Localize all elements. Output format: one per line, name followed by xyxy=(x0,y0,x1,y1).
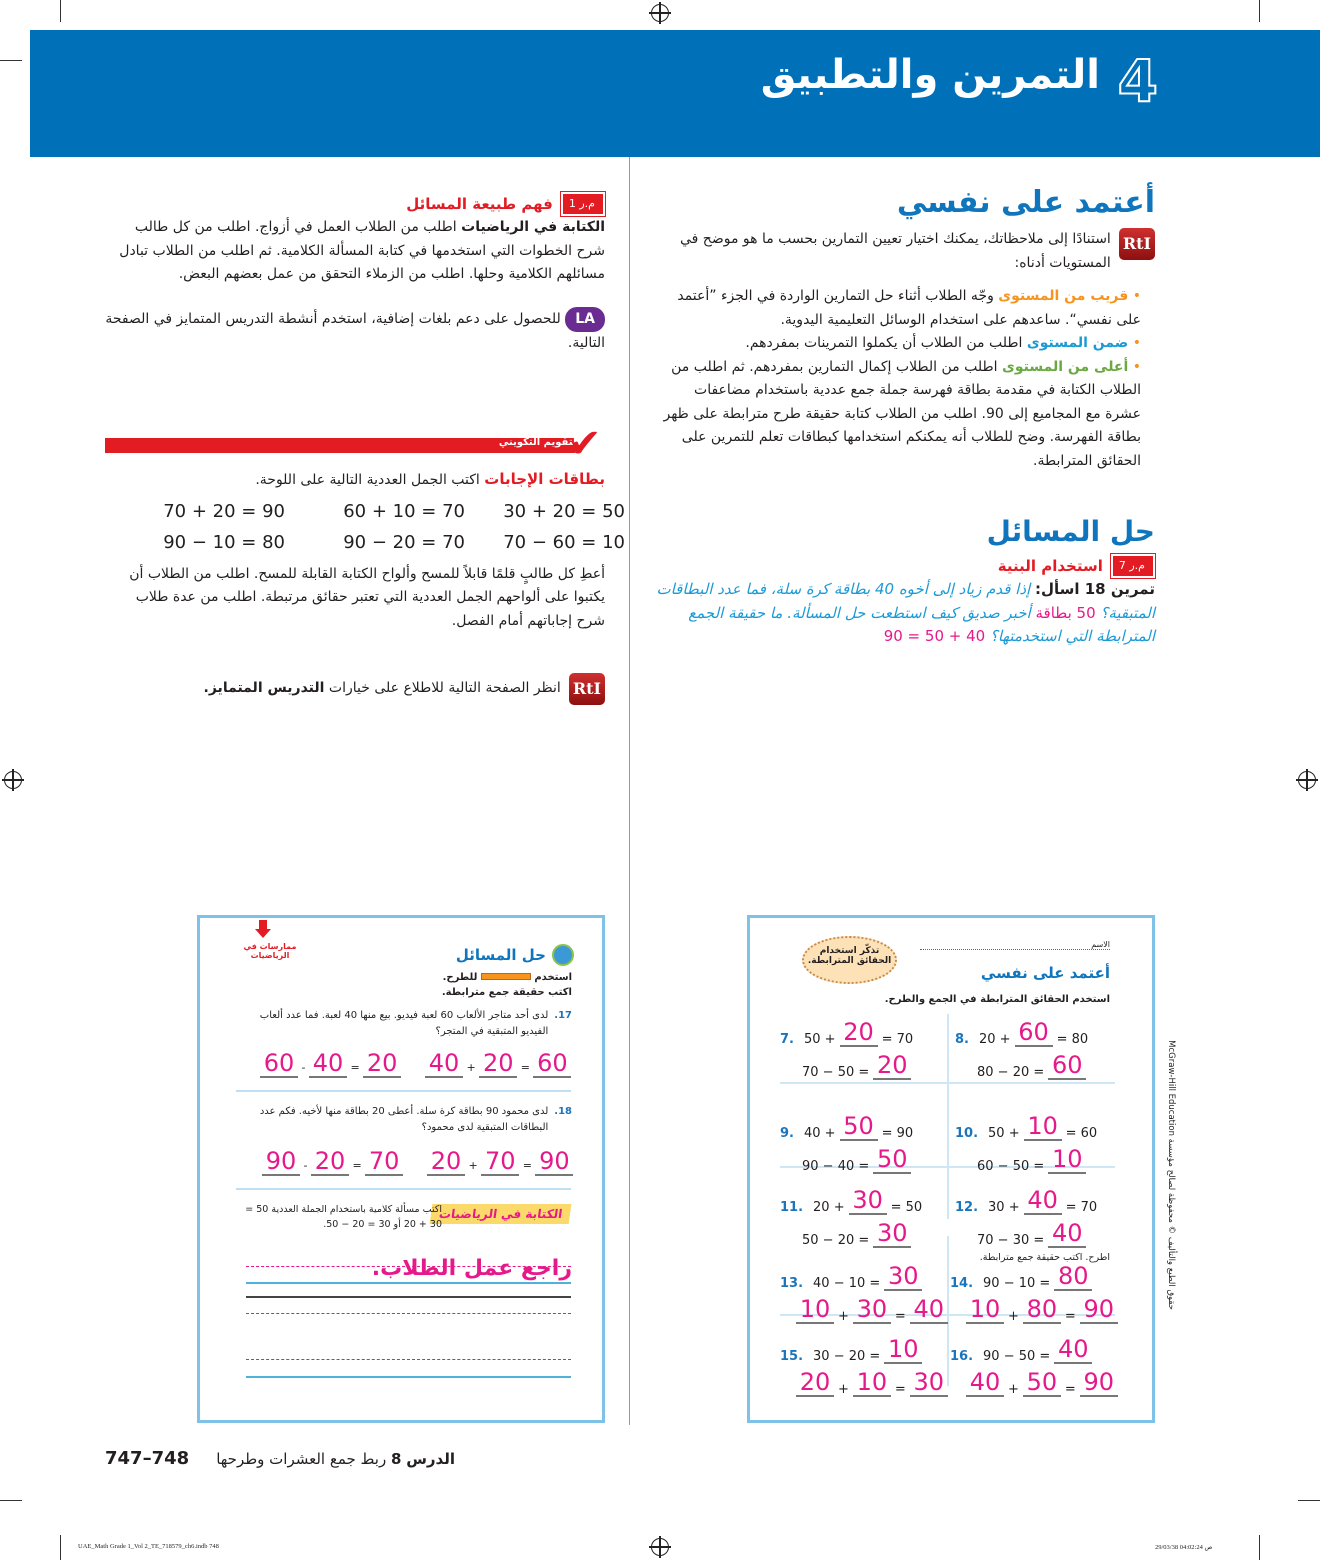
registration-mark-icon xyxy=(651,1538,669,1556)
operator: + xyxy=(1008,1382,1019,1397)
exercise-9 xyxy=(780,1108,913,1174)
answer-fact: 90 = 50 + 40 xyxy=(883,627,986,645)
answer-blank: 10 xyxy=(884,1336,922,1364)
wb-title-row xyxy=(456,944,574,966)
answer-blank: 60 xyxy=(533,1050,571,1078)
writing-line xyxy=(246,1282,571,1284)
practices-label: ممارسات في الرياضيات xyxy=(243,942,297,960)
answer-blank: 20 xyxy=(479,1050,517,1078)
page-numbers: 747–748 xyxy=(105,1448,190,1469)
equation-part: 30 + xyxy=(988,1200,1020,1215)
tens-rod-icon xyxy=(481,973,531,980)
bullet-approaching: • قريب من المستوى وجّه الطلاب أثناء حل التمارين الواردة في الجزء ”أعتمد على نفسي“. ساعدهم على استخدام الوسائل التعليمية اليدوية. xyxy=(677,288,1141,328)
bullet-text: اطلب من الطلاب إكمال التمارين بمفردهم. ثم اطلب من الطلاب الكتابة في مقدمة بطاقة فهرسة جملة جمع عددية باستخدام مضاعفات عشرة مع المجاميع إلى 90. اطلب من الطلاب كتابة حقيقة طرح مترابطة على ظهر بطاقة الفهرسة. وضح للطلاب أنه يمكنكم استخدامها كبطاقات تعلم للتمرين على الحقائق المترابطة. xyxy=(663,358,1141,469)
equation: 30 + 20 = 50 xyxy=(503,500,625,522)
answer-blank: 30 xyxy=(873,1220,911,1248)
answer-sub-17: 60 - 40 = 20 xyxy=(260,1050,401,1078)
equation-part: 50 − 20 = xyxy=(802,1233,870,1248)
equation-grid xyxy=(105,500,625,553)
equation-part: 90 − 10 = xyxy=(983,1276,1051,1291)
section-title: حل المسائل xyxy=(986,515,1155,548)
answer-blank: 40 xyxy=(309,1050,347,1078)
name-label: الاسم xyxy=(920,940,1110,950)
answer-blank: 40 xyxy=(1024,1187,1062,1215)
problem-text: لدى أحد متاجر الألعاب 60 لعبة فيديو. بيع منها 40 لعبة. فما عدد ألعاب الفيديو المتبقية في المتجر؟ xyxy=(259,1010,549,1037)
answer-blank: 30 xyxy=(849,1187,887,1215)
answer-blank: 20 xyxy=(427,1148,465,1176)
equation: 70 + 20 = 90 xyxy=(163,500,285,522)
equation: 90 − 10 = 80 xyxy=(163,531,285,553)
equation-part: = 90 xyxy=(881,1126,914,1141)
rti-icon: RtI xyxy=(1119,228,1155,260)
answer-blank: 80 xyxy=(1054,1263,1092,1291)
operator: + xyxy=(838,1309,849,1324)
copyright-text: حقوق الطبع والتأليف © محفوظة لصالح مؤسسة McGraw-Hill Education xyxy=(1166,1040,1176,1310)
problem-text: لدى محمود 90 بطاقة كرة سلة. أعطى 20 بطاقة منها لأخيه. فكم عدد البطاقات المتبقية لدى محمود؟ xyxy=(259,1106,549,1133)
equation-part: 90 − 40 = xyxy=(802,1159,870,1174)
answer-blank: 10 xyxy=(966,1296,1004,1324)
answer-blank: 10 xyxy=(853,1369,891,1397)
answer-blank: 90 xyxy=(262,1148,300,1176)
writing-prompt: اكتب مسألة كلامية باستخدام الجملة العددية 50 = 30 + 20 أو 30 = 20 − 50. xyxy=(245,1204,442,1230)
math-practice-section xyxy=(105,192,605,356)
copyright-vertical xyxy=(1160,1010,1180,1310)
rti-note xyxy=(105,673,605,705)
body-text: اكتب الجمل العددية التالية على اللوحة. xyxy=(255,472,480,488)
writing-in-math-badge: الكتابة في الرياضيات xyxy=(429,1204,571,1224)
answer-blank: 80 xyxy=(1023,1296,1061,1324)
formative-paragraph: أعطِ كل طالبٍ قلمًا قابلاً للمسح وألواح الكتابة القابلة للمسح. اطلب من الطلاب أن يكتبوا على ألواحهم الجمل العددية التي تعتبر حقائق مرتبطة. اطلب من عدة طلاب شرح إجاباتهم أمام الفصل. xyxy=(129,565,605,629)
problem-solving-section xyxy=(655,515,1155,649)
registration-mark-icon xyxy=(651,4,669,22)
writing-line-dashed xyxy=(246,1359,571,1360)
crop-mark xyxy=(60,0,61,22)
answer-blank: 20 xyxy=(840,1019,878,1047)
math-practice-badge: م.ر 7 xyxy=(1111,554,1155,578)
practice-title: استخدام البنية xyxy=(997,557,1103,575)
exercise-16 xyxy=(950,1331,1118,1397)
equation-part: = 80 xyxy=(1056,1032,1089,1047)
exercise-8 xyxy=(955,1014,1088,1080)
operator: = xyxy=(1064,1382,1076,1397)
equation-part: = 50 xyxy=(890,1200,923,1215)
answer-blank: 50 xyxy=(1023,1369,1061,1397)
problem-17 xyxy=(242,1008,572,1040)
wb-instructions xyxy=(442,970,572,1000)
bullet-text: اطلب من الطلاب أن يكملوا التمرينات بمفردهم. xyxy=(745,335,1023,351)
exercise-number: 16. xyxy=(950,1349,974,1364)
answer-add-18: 20 + 70 = 90 xyxy=(427,1148,573,1176)
writing-line xyxy=(246,1376,571,1378)
practice-title: فهم طبيعة المسائل xyxy=(406,195,553,213)
lesson-label: الدرس xyxy=(406,1450,455,1468)
instr-text: استخدم xyxy=(534,972,572,983)
equation-part: = 60 xyxy=(1065,1126,1098,1141)
exercise-14 xyxy=(950,1258,1118,1324)
equation-part: 50 + xyxy=(803,1032,836,1047)
crop-mark xyxy=(0,1500,22,1501)
answer-blank: 40 xyxy=(1054,1336,1092,1364)
problem-number: 18. xyxy=(554,1106,572,1117)
crop-mark xyxy=(1298,1500,1320,1501)
bold-label: الكتابة في الرياضيات xyxy=(461,219,605,235)
operator: + xyxy=(1008,1309,1019,1324)
body-text: انظر الصفحة التالية للاطلاع على خيارات xyxy=(328,680,561,697)
exercise-number: 14. xyxy=(950,1276,974,1291)
equation-part: 20 + xyxy=(978,1032,1011,1047)
problem-18 xyxy=(242,1104,572,1136)
bullet-text: وجّه الطلاب أثناء حل التمارين الواردة في الجزء ”أعتمد على نفسي“. ساعدهم على استخدام الوسائل التعليمية اليدوية. xyxy=(677,288,1141,328)
bullet-beyond: • أعلى من المستوى اطلب من الطلاب إكمال التمارين بمفردهم. ثم اطلب من الطلاب الكتابة في مقدمة بطاقة فهرسة جملة جمع عددية باستخدام مضاعفات عشرة مع المجاميع إلى 90. اطلب من الطلاب كتابة حقيقة طرح مترابطة على ظهر بطاقة الفهرسة. وضح للطلاب أنه يمكنكم استخدامها كبطاقات تعلم للتمرين على الحقائق المترابطة. xyxy=(663,358,1141,469)
answer-blank: 30 xyxy=(853,1296,891,1324)
instr-text: اكتب حقيقة جمع مترابطة. xyxy=(441,987,572,998)
self-reliance-section xyxy=(655,185,1155,473)
body-text: اطلب من الطلاب العمل في أزواج. اطلب من كل طالب شرح الخطوات التي استخدمها في كتابة المسألة الكلامية. ثم اطلب من الطلاب تبادل مسائلهم الكلامية وحلها. اطلب من الزملاء التحقق من عمل بعضهم البعض. xyxy=(119,219,605,282)
writing-answer: راجع عمل الطلاب. xyxy=(371,1256,572,1281)
follow-up-text: أخبر صديق كيف استطعت حل المسألة. ما حقيقة الجمع المترابطة التي استخدمتها؟ xyxy=(688,603,1155,645)
math-practice-badge: م.ر 1 xyxy=(561,192,605,216)
answer-blank: 10 xyxy=(1048,1146,1086,1174)
answer-blank: 40 xyxy=(425,1050,463,1078)
equation-part: 70 − 50 = xyxy=(802,1065,870,1080)
answer-blank: 20 xyxy=(311,1148,349,1176)
exercise-11 xyxy=(780,1182,922,1248)
equation: 60 + 10 = 70 xyxy=(343,500,465,522)
equation-part: 20 + xyxy=(813,1200,845,1215)
answer-blank: 40 xyxy=(966,1369,1004,1397)
body-text: للحصول على دعم بلغات إضافية، استخدم أنشطة التدريس المتمايز في الصفحة التالية. xyxy=(105,310,605,351)
level-label: أعلى من المستوى xyxy=(1002,358,1129,375)
answer-blank: 40 xyxy=(1048,1220,1086,1248)
exercise-number: 7. xyxy=(780,1032,794,1047)
wb-title: أعتمد على نفسي xyxy=(980,964,1110,982)
rti-icon: RtI xyxy=(569,673,605,705)
la-badge: LA xyxy=(565,307,605,333)
checkmark-icon: ✔ xyxy=(568,421,602,467)
student-page-thumbnail-left xyxy=(197,915,605,1423)
bullet-on-level: • ضمن المستوى اطلب من الطلاب أن يكملوا التمرينات بمفردهم. xyxy=(745,335,1141,351)
lesson-footer xyxy=(216,1450,455,1468)
separator xyxy=(780,1082,1115,1084)
separator xyxy=(236,1090,571,1092)
answer-blank: 60 xyxy=(260,1050,298,1078)
answer-blank: 90 xyxy=(535,1148,573,1176)
problem-number: 17. xyxy=(554,1010,572,1021)
registration-mark-icon xyxy=(1298,771,1316,789)
down-arrow-icon xyxy=(255,920,271,938)
answer-blank: 20 xyxy=(796,1369,834,1397)
exercise-label: تمرين 18 اسأل: xyxy=(1034,580,1155,598)
registration-mark-icon xyxy=(4,771,22,789)
practice-text xyxy=(105,216,605,287)
lesson-number: 8 xyxy=(391,1450,402,1468)
answer-sub-18: 90 - 20 = 70 xyxy=(262,1148,403,1176)
exercise-number: 11. xyxy=(780,1200,804,1215)
equation-part: 50 + xyxy=(988,1126,1020,1141)
equation: 90 − 20 = 70 xyxy=(343,531,465,553)
answer-blank: 50 xyxy=(840,1113,878,1141)
equation-part: 40 + xyxy=(803,1126,836,1141)
equation-part: 60 − 50 = xyxy=(977,1159,1045,1174)
answer-blank: 10 xyxy=(796,1296,834,1324)
crop-mark xyxy=(60,1535,61,1560)
operator: = xyxy=(894,1309,906,1324)
answer-blank: 90 xyxy=(1080,1296,1118,1324)
formative-instruction xyxy=(105,468,605,493)
equation-part: 70 − 30 = xyxy=(977,1233,1045,1248)
exercise-number: 9. xyxy=(780,1126,794,1141)
section-title: أعتمد على نفسي xyxy=(896,185,1155,220)
answer-blank: 20 xyxy=(363,1050,401,1078)
answer-blank: 10 xyxy=(1024,1113,1062,1141)
globe-icon xyxy=(552,944,574,966)
formative-banner-label: التقويم التكويني xyxy=(498,437,580,448)
grid-divider xyxy=(947,1014,949,1219)
operator: + xyxy=(838,1382,849,1397)
exercise-number: 15. xyxy=(780,1349,804,1364)
lesson-title: ربط جمع العشرات وطرحها xyxy=(216,1450,387,1468)
exercise-prompt xyxy=(655,578,1155,649)
answer-blank: 30 xyxy=(884,1263,922,1291)
exercise-number: 8. xyxy=(955,1032,969,1047)
operator: = xyxy=(1064,1309,1076,1324)
wb-title: حل المسائل xyxy=(455,946,546,964)
equation-part: = 70 xyxy=(881,1032,914,1047)
answer-blank: 40 xyxy=(910,1296,948,1324)
language-support xyxy=(105,307,605,356)
wb-instruction-2: اطرح. اكتب حقيقة جمع مترابطة. xyxy=(979,1252,1110,1263)
instr-text: للطرح. xyxy=(442,972,478,983)
equation-part: 40 − 10 = xyxy=(813,1276,881,1291)
answer-blank: 20 xyxy=(873,1052,911,1080)
writing-line xyxy=(246,1296,571,1298)
bold-label: التدريس المتمايز. xyxy=(203,680,325,697)
intro-text: استنادًا إلى ملاحظاتك، يمكنك اختيار تعيين التمارين بحسب ما هو موضح في المستويات أدناه: xyxy=(679,231,1111,271)
equation: 70 − 60 = 10 xyxy=(503,531,625,553)
crop-mark xyxy=(1259,0,1260,22)
equation-part: 80 − 20 = xyxy=(977,1065,1045,1080)
equation-part: = 70 xyxy=(1065,1200,1098,1215)
equation-part: 90 − 50 = xyxy=(983,1349,1051,1364)
formative-heading: بطاقات الإجابات xyxy=(484,470,605,488)
level-label: ضمن المستوى xyxy=(1026,335,1129,351)
remember-cloud: تذكّر استخدام الحقائق المترابطة. xyxy=(802,936,897,984)
answer-blank: 60 xyxy=(1048,1052,1086,1080)
exercise-13 xyxy=(780,1258,948,1324)
exercise-10 xyxy=(955,1108,1097,1174)
answer-blank: 30 xyxy=(910,1369,948,1397)
answer-blank: 70 xyxy=(365,1148,403,1176)
answer-blank: 90 xyxy=(1080,1369,1118,1397)
crop-mark xyxy=(1259,1535,1260,1560)
answer-blank: 60 xyxy=(1015,1019,1053,1047)
answer-text: 50 بطاقة xyxy=(1035,603,1096,622)
exercise-number: 13. xyxy=(780,1276,804,1291)
answer-blank: 50 xyxy=(873,1146,911,1174)
operator: = xyxy=(894,1382,906,1397)
formative-section xyxy=(105,468,625,705)
exercise-15 xyxy=(780,1331,948,1397)
crop-mark xyxy=(0,60,22,61)
wb-instruction: استخدم الحقائق المترابطة في الجمع والطرح. xyxy=(884,994,1110,1005)
exercise-number: 12. xyxy=(955,1200,979,1215)
answer-blank: 70 xyxy=(481,1148,519,1176)
level-label: قريب من المستوى xyxy=(998,288,1129,304)
question-text: إذا قدم زياد إلى أخوه 40 بطاقة كرة سلة، فما عدد البطاقات المتبقية؟ xyxy=(656,580,1155,622)
writing-line-dashed xyxy=(246,1313,571,1314)
answer-add-17: 40 + 20 = 60 xyxy=(425,1050,571,1078)
chapter-title: التمرين والتطبيق xyxy=(760,52,1100,98)
exercise-number: 10. xyxy=(955,1126,979,1141)
column-divider xyxy=(629,157,630,1425)
exercise-7 xyxy=(780,1014,913,1080)
student-page-thumbnail-right xyxy=(747,915,1155,1423)
timestamp: 29/03/38 04:02:24 ص xyxy=(1155,1544,1213,1551)
chapter-number: 4 xyxy=(1117,47,1158,115)
equation-part: 30 − 20 = xyxy=(813,1349,881,1364)
separator xyxy=(236,1188,571,1190)
file-info: UAE_Math Grade 1_Vol 2_TE_718579_ch6.indb 748 xyxy=(78,1543,219,1550)
exercise-12 xyxy=(955,1182,1097,1248)
